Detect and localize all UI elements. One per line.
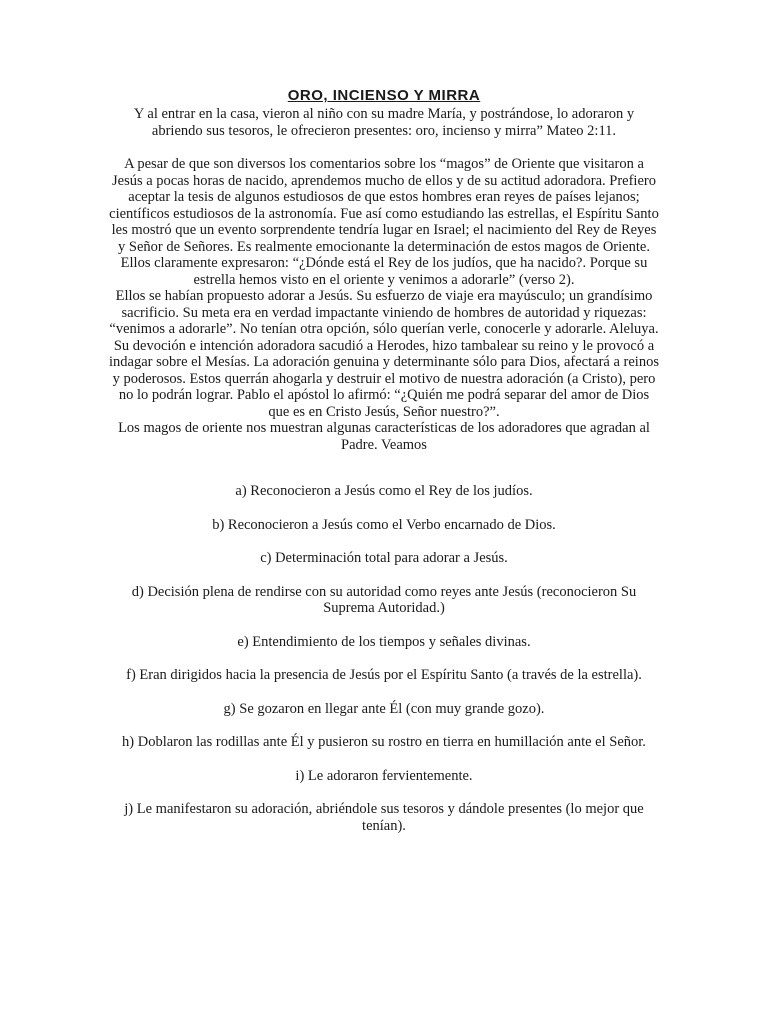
characteristics-list [108,483,660,834]
list-item: g) Se gozaron en llegar ante Él (con muy grande gozo). [223,700,545,717]
list-item: j) Le manifestaron su adoración, abriéndole sus tesoros y dándole presentes (lo mejor que tenían). [124,801,644,834]
list-item: h) Doblaron las rodillas ante Él y pusieron su rostro en tierra en humillación ante el Señor. [122,734,646,750]
body-paragraph-3: Su devoción e intención adoradora sacudió a Herodes, hizo tambalear su reino y le provocó a indagar sobre el Mesías. La adoración genuina y determinante sólo para Dios, afectará a reinos y poderosos. Estos querrán ahogarla y destruir el motivo de nuestra adoración (a Cristo), pero no lo podrán lograr. Pablo el apóstol lo afirmó: “¿Quién me podrá separar del amor de Dios que es en Cristo Jesús, Señor nuestro?”. [109,337,659,420]
intro-paragraph: Y al entrar en la casa, vieron al niño con su madre María, y postrándose, lo adoraron y abriendo sus tesoros, le ofrecieron presentes: oro, incienso y mirra” Mateo 2:11. [133,106,635,139]
list-item: c) Determinación total para adorar a Jesús. [260,550,508,566]
list-item: e) Entendimiento de los tiempos y señales divinas. [237,633,531,650]
document-page [108,86,660,851]
list-spacer [108,453,660,483]
list-item: a) Reconocieron a Jesús como el Rey de los judíos. [235,483,533,499]
body-paragraph-2: Ellos se habían propuesto adorar a Jesús. Su esfuerzo de viaje era mayúsculo; un grandísimo sacrificio. Su meta era en verdad impactante viniendo de hombres de autoridad y riquezas: “venimos a adorarle”. No tenían otra opción, sólo querían verle, conocerle y adorarle. Aleluya. [109,288,659,337]
body-paragraph-1: A pesar de que son diversos los comentarios sobre los “magos” de Oriente que visitaron a Jesús a pocas horas de nacido, aprendemos mucho de ellos y de su actitud adoradora. Prefiero aceptar la tesis de algunos estudiosos de que estos hombres eran reyes de países lejanos; científicos estudiosos de la astronomía. Fue así como estudiando las estrellas, el Espíritu Santo les mostró que un evento sorprendente tendría lugar en Israel; el nacimiento del Rey de Reyes y Señor de Señores. Es realmente emocionante la determinación de estos magos de Oriente. Ellos claramente expresaron: “¿Dónde está el Rey de los judíos, que ha nacido?. Porque su estrella hemos visto en el oriente y venimos a adorarle” (verso 2). [109,156,659,288]
document-title: ORO, INCIENSO Y MIRRA [287,87,481,104]
list-item: f) Eran dirigidos hacia la presencia de Jesús por el Espíritu Santo (a través de la estrella). [126,667,642,683]
list-item: b) Reconocieron a Jesús como el Verbo encarnado de Dios. [212,516,556,533]
paragraph-spacer [108,139,660,156]
list-item: d) Decisión plena de rendirse con su autoridad como reyes ante Jesús (reconocieron Su Suprema Autoridad.) [131,583,637,616]
list-item: i) Le adoraron fervientemente. [295,767,473,784]
body-paragraph-4: Los magos de oriente nos muestran algunas características de los adoradores que agradan al Padre. Veamos [118,420,650,453]
